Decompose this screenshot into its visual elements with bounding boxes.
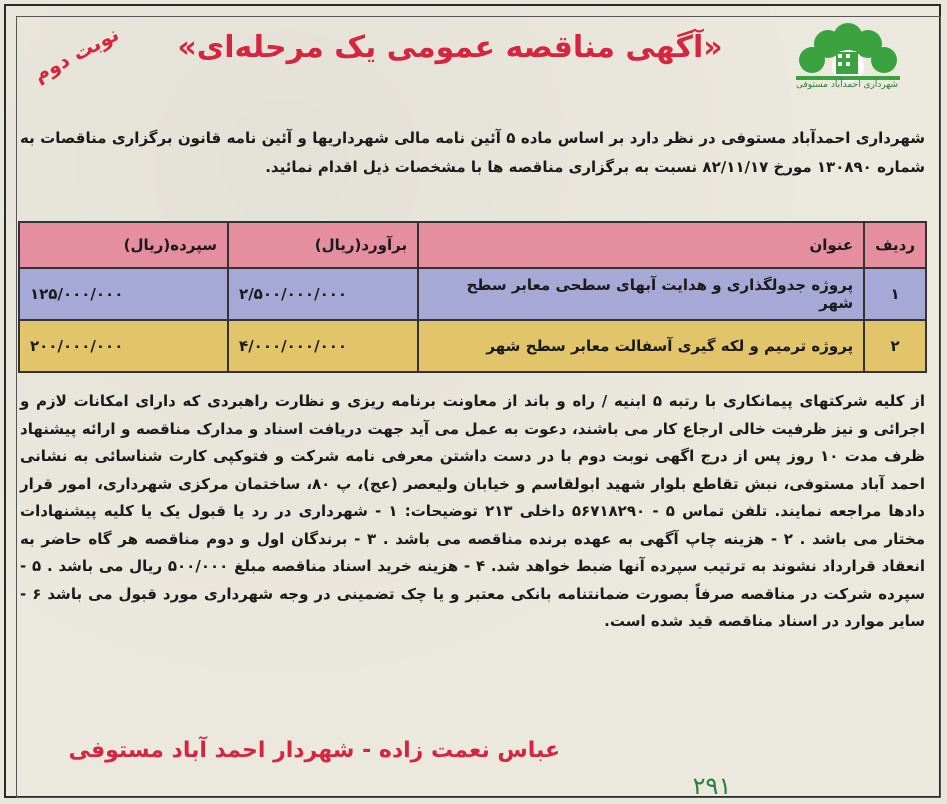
handwritten-note: ۲۹۱ bbox=[692, 772, 732, 800]
header-row-number: ردیف bbox=[864, 222, 926, 268]
project-deposit: ۱۲۵/۰۰۰/۰۰۰ bbox=[19, 268, 228, 320]
notes-paragraph: توضیحات: ۱ - شهرداری در رد یا قبول یک یا کلیه پیشنهادات مختار می باشد . ۲ - هزینه چاپ آگهی به عهده برنده مناقصه می باشد . ۳ - برندگان اول و دوم مناقصه هر گاه حاضر به انعقاد قرارداد نشوند به ترتیب سپرده آنها ضبط خواهد شد. ۴ - هزینه خرید اسناد مناقصه مبلغ ۵۰۰/۰۰۰ ریال می باشد . ۵ - سپرده شرکت در مناقصه صرفاً بصورت ضمانتنامه بانکی معتبر و یا چک تضمینی در وجه شهرداری مورد قبول می باشد ۶ - سایر موارد در اسناد مناقصه قید شده است. bbox=[20, 502, 926, 630]
invitation-paragraph: از کلیه شرکتهای پیمانکاری با رتبه ۵ ابنیه / راه و باند از معاونت برنامه ریزی و نظارت راهبردی که دارای امکانات لازم و اجرائی و نیز ظرفیت خالی ارجاع کار می باشند، دعوت به عمل می آید جهت دریافت اسناد و مدارک مناقصه و ارائه پیشنهاد ظرف مدت ۱۰ روز پس از درج اگهی نوبت دوم با در دست داشتن معرفی نامه شرکت و فتوکپی کارت شناسائی به نشانی احمد آباد مستوفی، نبش تقاطع بلوار شهید ابولقاسم و خیابان ولیعصر (عج)، پ ۸۰، ساختمان مرکزی شهرداری، امور قرار دادها مراجعه نمایند. تلفن تماس ۵ - ۵۶۷۱۸۲۹۰ داخلی ۲۱۳ bbox=[20, 392, 926, 520]
table-row bbox=[19, 268, 926, 320]
notice-body bbox=[20, 388, 925, 636]
project-estimate: ۴/۰۰۰/۰۰۰/۰۰۰ bbox=[228, 320, 418, 372]
notice-title: «آگهی مناقصه عمومی یک مرحله‌ای» bbox=[177, 30, 723, 65]
table-row bbox=[19, 320, 926, 372]
project-title: پروژه ترمیم و لکه گیری آسفالت معابر سطح شهر bbox=[418, 320, 864, 372]
header-estimate: برآورد(ریال) bbox=[228, 222, 418, 268]
table-header-row bbox=[19, 222, 926, 268]
logo-caption: شهرداری احمدآباد مستوفی bbox=[795, 80, 899, 90]
row-number: ۲ bbox=[864, 320, 926, 372]
header-deposit: سپرده(ریال) bbox=[19, 222, 228, 268]
project-title: پروژه جدولگذاری و هدایت آبهای سطحی معابر سطح شهر bbox=[418, 268, 864, 320]
municipality-logo bbox=[776, 20, 916, 108]
row-number: ۱ bbox=[864, 268, 926, 320]
round-badge: نوبت دوم bbox=[29, 21, 123, 87]
tender-table bbox=[18, 221, 927, 373]
header-title: عنوان bbox=[418, 222, 864, 268]
project-estimate: ۲/۵۰۰/۰۰۰/۰۰۰ bbox=[228, 268, 418, 320]
intro-paragraph: شهرداری احمدآباد مستوفی در نظر دارد بر اساس ماده ۵ آئین نامه مالی شهرداریها و آئین نامه قانون برگزاری مناقصات به شماره ۱۳۰۸۹۰ مورخ ۸۲/۱۱/۱۷ نسبت به برگزاری مناقصه ها با مشخصات ذیل اقدام نمائید. bbox=[20, 129, 925, 176]
signature: عباس نعمت زاده - شهردار احمد آباد مستوفی bbox=[68, 738, 560, 763]
project-deposit: ۲۰۰/۰۰۰/۰۰۰ bbox=[19, 320, 228, 372]
